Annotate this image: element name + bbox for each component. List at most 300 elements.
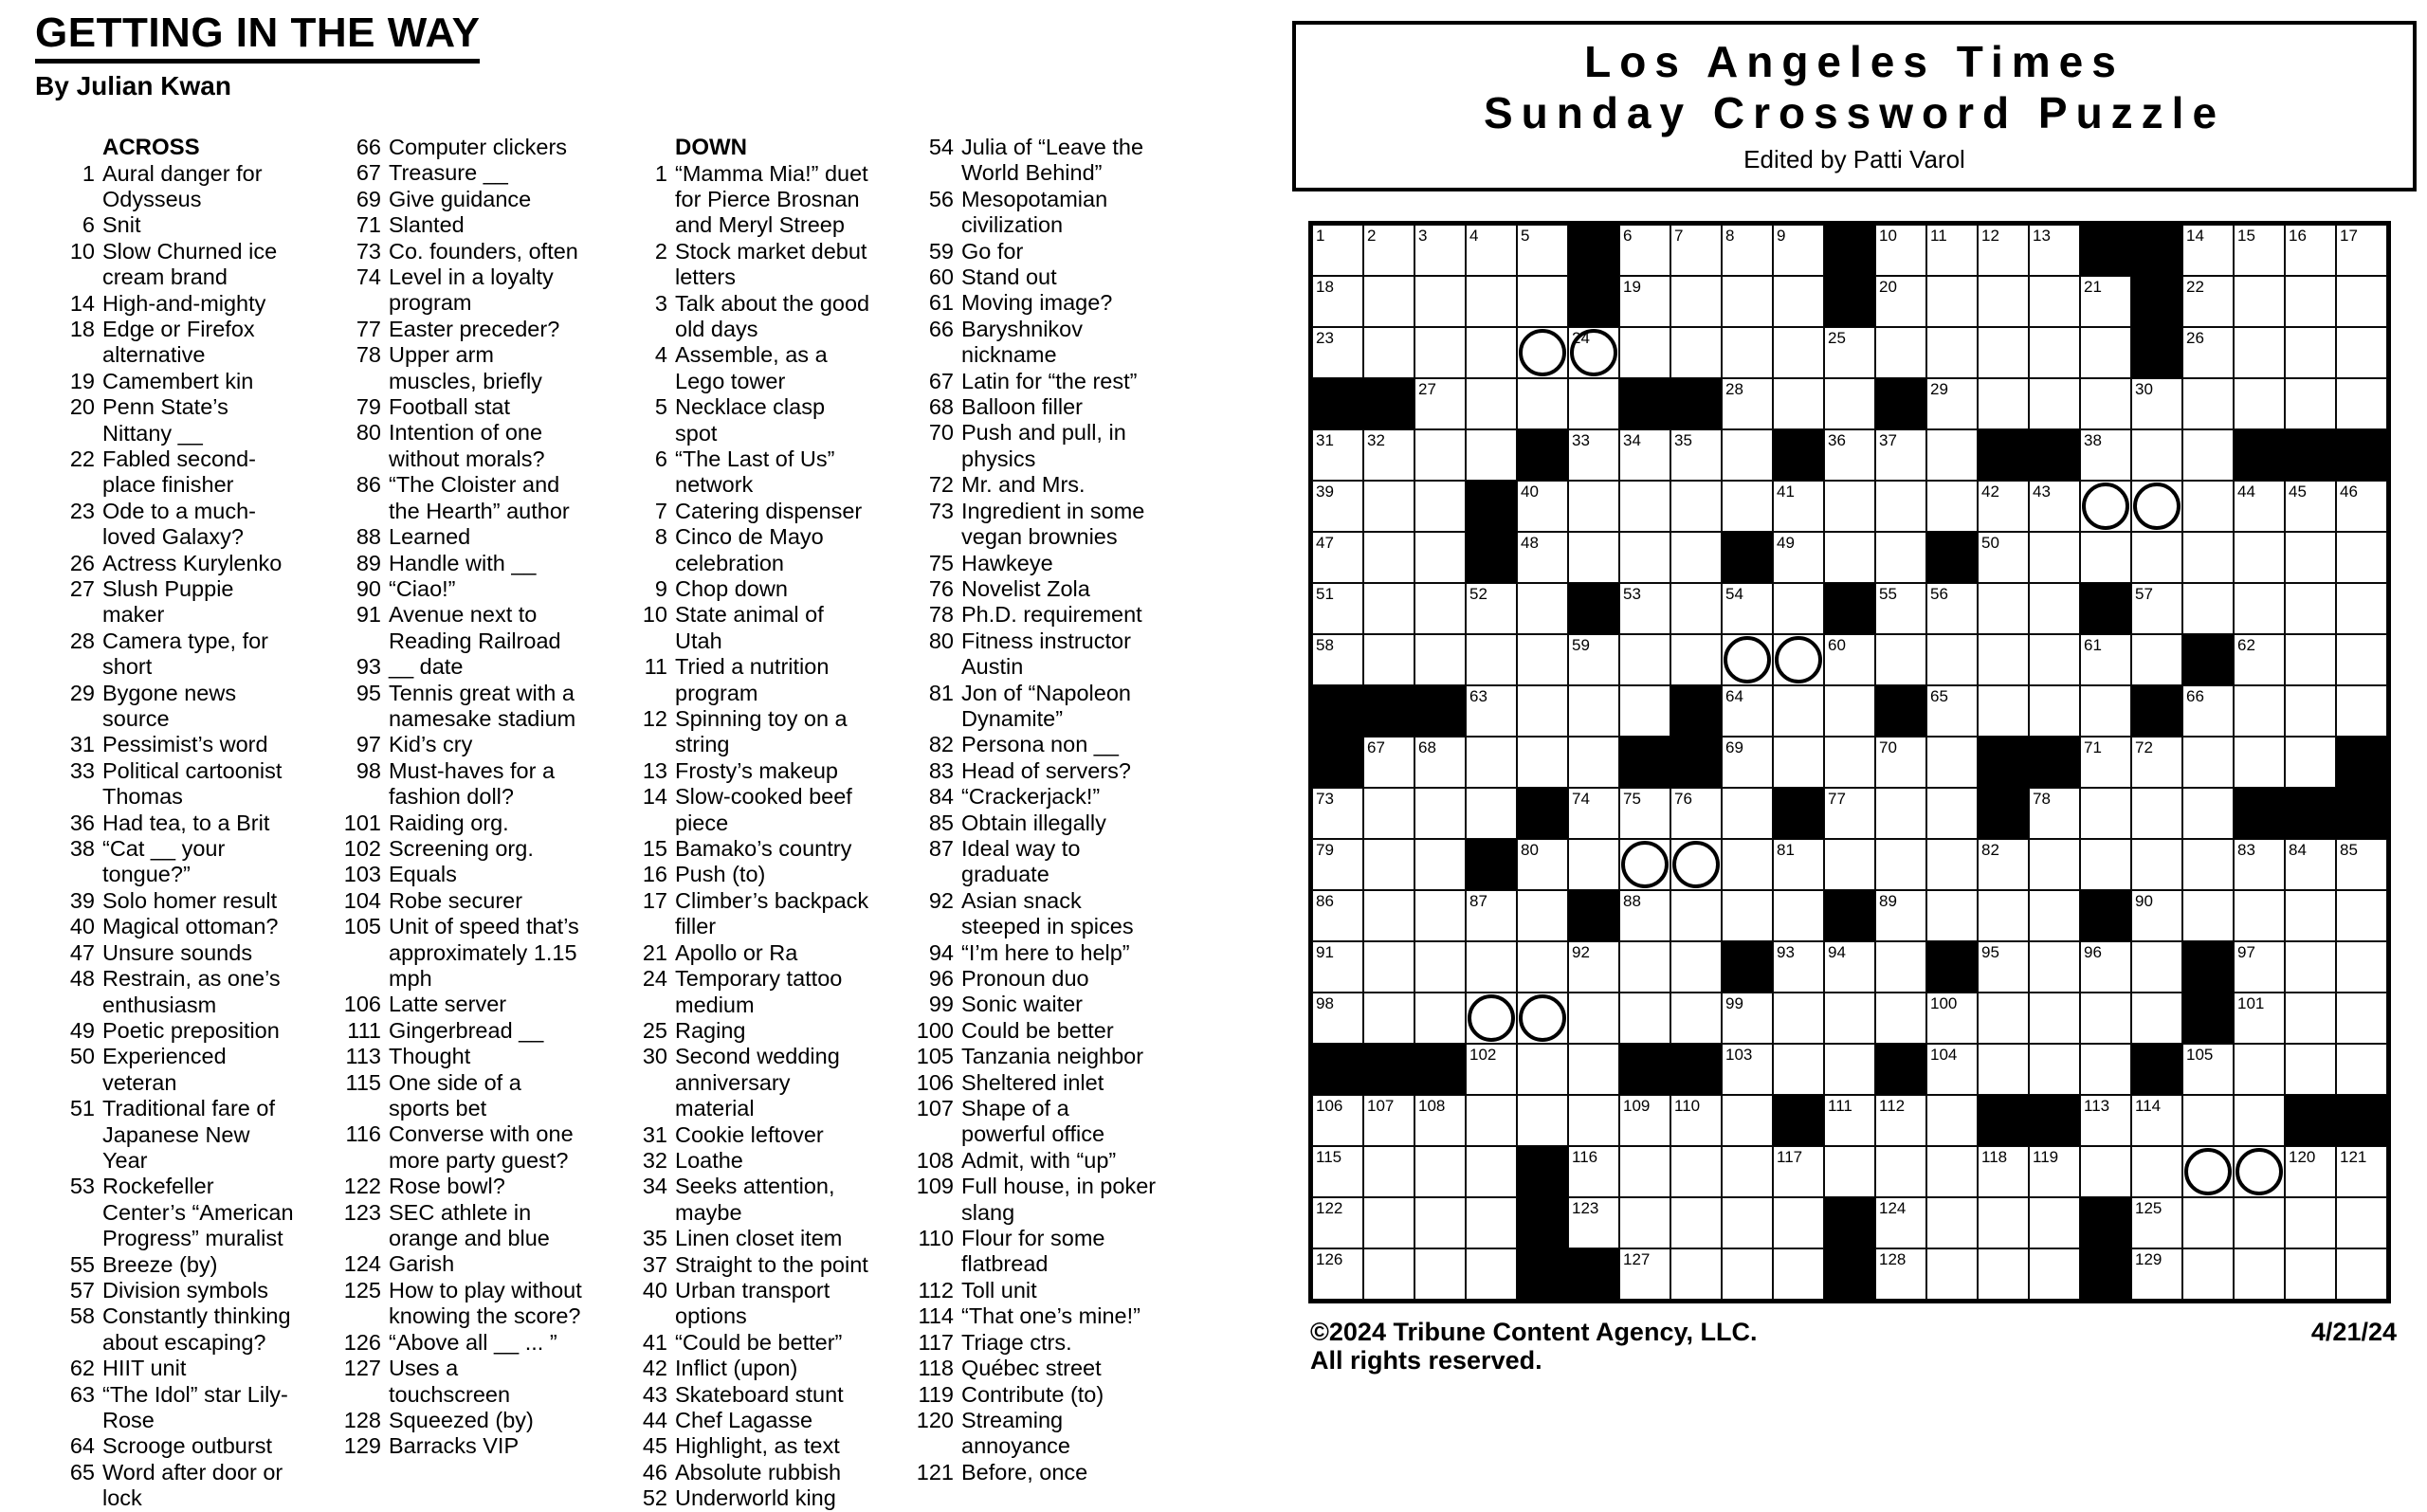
grid-cell[interactable] bbox=[1670, 1197, 1722, 1248]
grid-cell[interactable] bbox=[1517, 378, 1568, 429]
grid-cell[interactable] bbox=[1773, 737, 1824, 788]
grid-cell[interactable] bbox=[1466, 327, 1517, 378]
grid-cell[interactable] bbox=[1466, 1146, 1517, 1197]
grid-cell[interactable] bbox=[1363, 839, 1414, 890]
grid-cell[interactable] bbox=[2131, 1146, 2182, 1197]
grid-cell[interactable] bbox=[1414, 993, 1466, 1044]
grid-cell[interactable] bbox=[1824, 788, 1875, 839]
grid-cell[interactable] bbox=[1773, 481, 1824, 532]
grid-cell[interactable] bbox=[1824, 532, 1875, 583]
grid-cell[interactable] bbox=[1619, 276, 1670, 327]
grid-cell[interactable] bbox=[1926, 890, 1978, 941]
grid-cell[interactable] bbox=[1312, 1146, 1363, 1197]
grid-cell[interactable] bbox=[2285, 1044, 2336, 1095]
grid-cell[interactable] bbox=[1926, 327, 1978, 378]
grid-cell[interactable] bbox=[2336, 993, 2387, 1044]
grid-cell[interactable] bbox=[2234, 890, 2285, 941]
grid-cell[interactable] bbox=[2182, 1044, 2234, 1095]
grid-cell[interactable] bbox=[1670, 481, 1722, 532]
grid-cell[interactable] bbox=[1875, 481, 1926, 532]
grid-cell[interactable] bbox=[1670, 634, 1722, 685]
grid-cell[interactable] bbox=[2029, 378, 2080, 429]
grid-cell[interactable] bbox=[1619, 327, 1670, 378]
grid-cell[interactable] bbox=[1824, 685, 1875, 737]
grid-cell[interactable] bbox=[1466, 429, 1517, 481]
grid-cell[interactable] bbox=[1517, 839, 1568, 890]
grid-cell[interactable] bbox=[1722, 429, 1773, 481]
grid-cell[interactable] bbox=[1568, 685, 1619, 737]
grid-cell[interactable] bbox=[1722, 737, 1773, 788]
grid-cell[interactable] bbox=[1363, 1248, 1414, 1300]
grid-cell[interactable] bbox=[2029, 890, 2080, 941]
grid-cell[interactable] bbox=[2234, 685, 2285, 737]
grid-cell[interactable] bbox=[1363, 737, 1414, 788]
grid-cell[interactable] bbox=[1414, 1248, 1466, 1300]
grid-cell[interactable] bbox=[2285, 634, 2336, 685]
grid-cell[interactable] bbox=[1466, 583, 1517, 634]
grid-cell[interactable] bbox=[1926, 481, 1978, 532]
grid-cell[interactable] bbox=[1978, 941, 2029, 993]
grid-cell[interactable] bbox=[2285, 737, 2336, 788]
grid-cell[interactable] bbox=[1517, 276, 1568, 327]
grid-cell[interactable] bbox=[2336, 1044, 2387, 1095]
grid-cell[interactable] bbox=[2234, 481, 2285, 532]
grid-cell[interactable] bbox=[1414, 225, 1466, 276]
grid-cell[interactable] bbox=[1978, 583, 2029, 634]
grid-cell[interactable] bbox=[2234, 941, 2285, 993]
grid-cell[interactable] bbox=[1824, 378, 1875, 429]
grid-cell[interactable] bbox=[2182, 481, 2234, 532]
grid-cell[interactable] bbox=[1312, 941, 1363, 993]
grid-cell[interactable] bbox=[1978, 327, 2029, 378]
grid-cell[interactable] bbox=[1926, 225, 1978, 276]
grid-cell[interactable] bbox=[1824, 941, 1875, 993]
grid-cell[interactable] bbox=[1414, 378, 1466, 429]
grid-cell[interactable] bbox=[1722, 1044, 1773, 1095]
grid-cell[interactable] bbox=[1568, 634, 1619, 685]
grid-cell[interactable] bbox=[2336, 378, 2387, 429]
grid-cell[interactable] bbox=[2285, 276, 2336, 327]
grid-cell[interactable] bbox=[2182, 378, 2234, 429]
grid-cell[interactable] bbox=[1312, 1248, 1363, 1300]
grid-cell[interactable] bbox=[2336, 225, 2387, 276]
grid-cell[interactable] bbox=[1619, 481, 1670, 532]
grid-cell[interactable] bbox=[2131, 1095, 2182, 1146]
grid-cell[interactable] bbox=[1517, 737, 1568, 788]
grid-cell[interactable] bbox=[2285, 583, 2336, 634]
grid-cell[interactable] bbox=[1926, 634, 1978, 685]
grid-cell[interactable] bbox=[1722, 685, 1773, 737]
grid-cell[interactable] bbox=[1312, 429, 1363, 481]
grid-cell[interactable] bbox=[1414, 634, 1466, 685]
grid-cell[interactable] bbox=[1722, 481, 1773, 532]
grid-cell[interactable] bbox=[1926, 993, 1978, 1044]
grid-cell[interactable] bbox=[1773, 890, 1824, 941]
grid-cell[interactable] bbox=[1722, 276, 1773, 327]
grid-cell[interactable] bbox=[1926, 429, 1978, 481]
grid-cell[interactable] bbox=[1670, 1095, 1722, 1146]
grid-cell[interactable] bbox=[1875, 276, 1926, 327]
grid-cell[interactable] bbox=[2029, 788, 2080, 839]
grid-cell[interactable] bbox=[2131, 890, 2182, 941]
grid-cell[interactable] bbox=[2336, 1248, 2387, 1300]
grid-cell[interactable] bbox=[2029, 941, 2080, 993]
grid-cell[interactable] bbox=[2336, 1146, 2387, 1197]
grid-cell[interactable] bbox=[1568, 993, 1619, 1044]
grid-cell[interactable] bbox=[2029, 685, 2080, 737]
grid-cell[interactable] bbox=[1466, 890, 1517, 941]
grid-cell[interactable] bbox=[2285, 378, 2336, 429]
grid-cell[interactable] bbox=[1619, 532, 1670, 583]
grid-cell[interactable] bbox=[2029, 839, 2080, 890]
grid-cell[interactable] bbox=[1568, 1044, 1619, 1095]
grid-cell[interactable] bbox=[2234, 532, 2285, 583]
grid-cell[interactable] bbox=[2080, 429, 2131, 481]
grid-cell[interactable] bbox=[1363, 532, 1414, 583]
grid-cell[interactable] bbox=[2285, 1197, 2336, 1248]
grid-cell[interactable] bbox=[1363, 993, 1414, 1044]
grid-cell[interactable] bbox=[2336, 890, 2387, 941]
grid-cell[interactable] bbox=[2234, 327, 2285, 378]
grid-cell[interactable] bbox=[2182, 1197, 2234, 1248]
grid-cell[interactable] bbox=[1722, 839, 1773, 890]
grid-cell[interactable] bbox=[2234, 993, 2285, 1044]
grid-cell[interactable] bbox=[2182, 890, 2234, 941]
grid-cell[interactable] bbox=[1978, 276, 2029, 327]
grid-cell[interactable] bbox=[2285, 481, 2336, 532]
grid-cell[interactable] bbox=[2080, 685, 2131, 737]
grid-cell[interactable] bbox=[1312, 276, 1363, 327]
grid-cell[interactable] bbox=[2080, 788, 2131, 839]
grid-cell[interactable] bbox=[2336, 634, 2387, 685]
grid-cell[interactable] bbox=[1619, 890, 1670, 941]
grid-cell[interactable] bbox=[2029, 532, 2080, 583]
grid-cell[interactable] bbox=[2285, 1146, 2336, 1197]
grid-cell[interactable] bbox=[1875, 532, 1926, 583]
grid-cell[interactable] bbox=[1363, 941, 1414, 993]
grid-cell[interactable] bbox=[2131, 378, 2182, 429]
grid-cell[interactable] bbox=[2029, 583, 2080, 634]
grid-cell[interactable] bbox=[1466, 788, 1517, 839]
grid-cell[interactable] bbox=[1722, 634, 1773, 685]
grid-cell[interactable] bbox=[1517, 634, 1568, 685]
grid-cell[interactable] bbox=[1722, 583, 1773, 634]
grid-cell[interactable] bbox=[1926, 1248, 1978, 1300]
grid-cell[interactable] bbox=[2131, 941, 2182, 993]
grid-cell[interactable] bbox=[2336, 685, 2387, 737]
grid-cell[interactable] bbox=[1619, 839, 1670, 890]
grid-cell[interactable] bbox=[1619, 685, 1670, 737]
grid-cell[interactable] bbox=[1517, 685, 1568, 737]
grid-cell[interactable] bbox=[1619, 1248, 1670, 1300]
grid-cell[interactable] bbox=[1875, 583, 1926, 634]
grid-cell[interactable] bbox=[1926, 839, 1978, 890]
grid-cell[interactable] bbox=[1312, 225, 1363, 276]
grid-cell[interactable] bbox=[1517, 583, 1568, 634]
grid-cell[interactable] bbox=[1722, 890, 1773, 941]
grid-cell[interactable] bbox=[1312, 788, 1363, 839]
grid-cell[interactable] bbox=[1773, 685, 1824, 737]
grid-cell[interactable] bbox=[1926, 276, 1978, 327]
grid-cell[interactable] bbox=[2182, 583, 2234, 634]
grid-cell[interactable] bbox=[2182, 1095, 2234, 1146]
grid-cell[interactable] bbox=[1517, 993, 1568, 1044]
grid-cell[interactable] bbox=[1773, 327, 1824, 378]
grid-cell[interactable] bbox=[1363, 583, 1414, 634]
grid-cell[interactable] bbox=[1875, 634, 1926, 685]
grid-cell[interactable] bbox=[2234, 634, 2285, 685]
grid-cell[interactable] bbox=[2234, 225, 2285, 276]
grid-cell[interactable] bbox=[2029, 993, 2080, 1044]
grid-cell[interactable] bbox=[2234, 1095, 2285, 1146]
grid-cell[interactable] bbox=[1978, 378, 2029, 429]
grid-cell[interactable] bbox=[1363, 788, 1414, 839]
grid-cell[interactable] bbox=[1722, 993, 1773, 1044]
grid-cell[interactable] bbox=[2080, 276, 2131, 327]
grid-cell[interactable] bbox=[1414, 532, 1466, 583]
grid-cell[interactable] bbox=[2336, 327, 2387, 378]
grid-cell[interactable] bbox=[1312, 839, 1363, 890]
grid-cell[interactable] bbox=[2285, 890, 2336, 941]
grid-cell[interactable] bbox=[2029, 1044, 2080, 1095]
grid-cell[interactable] bbox=[1670, 788, 1722, 839]
grid-cell[interactable] bbox=[1670, 225, 1722, 276]
grid-cell[interactable] bbox=[1875, 1197, 1926, 1248]
grid-cell[interactable] bbox=[1619, 225, 1670, 276]
grid-cell[interactable] bbox=[2080, 737, 2131, 788]
grid-cell[interactable] bbox=[1466, 276, 1517, 327]
grid-cell[interactable] bbox=[2080, 993, 2131, 1044]
grid-cell[interactable] bbox=[1568, 532, 1619, 583]
grid-cell[interactable] bbox=[1517, 327, 1568, 378]
grid-cell[interactable] bbox=[1619, 1095, 1670, 1146]
grid-cell[interactable] bbox=[1363, 276, 1414, 327]
grid-cell[interactable] bbox=[1824, 481, 1875, 532]
grid-cell[interactable] bbox=[2131, 1197, 2182, 1248]
grid-cell[interactable] bbox=[1312, 1095, 1363, 1146]
grid-cell[interactable] bbox=[1670, 276, 1722, 327]
grid-cell[interactable] bbox=[1568, 788, 1619, 839]
grid-cell[interactable] bbox=[1773, 1146, 1824, 1197]
grid-cell[interactable] bbox=[2182, 327, 2234, 378]
grid-cell[interactable] bbox=[1517, 941, 1568, 993]
grid-cell[interactable] bbox=[2029, 1248, 2080, 1300]
grid-cell[interactable] bbox=[1517, 890, 1568, 941]
grid-cell[interactable] bbox=[1517, 1095, 1568, 1146]
grid-cell[interactable] bbox=[1363, 1146, 1414, 1197]
grid-cell[interactable] bbox=[1670, 839, 1722, 890]
grid-cell[interactable] bbox=[2234, 1044, 2285, 1095]
grid-cell[interactable] bbox=[1722, 225, 1773, 276]
grid-cell[interactable] bbox=[1466, 1044, 1517, 1095]
grid-cell[interactable] bbox=[1875, 890, 1926, 941]
grid-cell[interactable] bbox=[1414, 276, 1466, 327]
grid-cell[interactable] bbox=[1517, 225, 1568, 276]
grid-cell[interactable] bbox=[1466, 225, 1517, 276]
grid-cell[interactable] bbox=[2285, 839, 2336, 890]
grid-cell[interactable] bbox=[1722, 1095, 1773, 1146]
grid-cell[interactable] bbox=[1978, 1146, 2029, 1197]
grid-cell[interactable] bbox=[1312, 634, 1363, 685]
grid-cell[interactable] bbox=[1312, 1197, 1363, 1248]
grid-cell[interactable] bbox=[2131, 993, 2182, 1044]
grid-cell[interactable] bbox=[1875, 225, 1926, 276]
grid-cell[interactable] bbox=[2285, 993, 2336, 1044]
grid-cell[interactable] bbox=[1773, 225, 1824, 276]
grid-cell[interactable] bbox=[2182, 429, 2234, 481]
grid-cell[interactable] bbox=[1978, 1197, 2029, 1248]
grid-cell[interactable] bbox=[1978, 532, 2029, 583]
grid-cell[interactable] bbox=[1568, 429, 1619, 481]
grid-cell[interactable] bbox=[1568, 737, 1619, 788]
grid-cell[interactable] bbox=[1722, 1146, 1773, 1197]
grid-cell[interactable] bbox=[1824, 1044, 1875, 1095]
grid-cell[interactable] bbox=[1466, 1197, 1517, 1248]
grid-cell[interactable] bbox=[2285, 532, 2336, 583]
grid-cell[interactable] bbox=[1824, 327, 1875, 378]
grid-cell[interactable] bbox=[1619, 1197, 1670, 1248]
grid-cell[interactable] bbox=[1875, 1146, 1926, 1197]
grid-cell[interactable] bbox=[1466, 941, 1517, 993]
grid-cell[interactable] bbox=[2336, 276, 2387, 327]
grid-cell[interactable] bbox=[1875, 327, 1926, 378]
grid-cell[interactable] bbox=[1363, 225, 1414, 276]
grid-cell[interactable] bbox=[1773, 941, 1824, 993]
grid-cell[interactable] bbox=[1670, 1248, 1722, 1300]
grid-cell[interactable] bbox=[1978, 839, 2029, 890]
grid-cell[interactable] bbox=[2234, 1248, 2285, 1300]
grid-cell[interactable] bbox=[1568, 839, 1619, 890]
grid-cell[interactable] bbox=[1466, 1095, 1517, 1146]
grid-cell[interactable] bbox=[1363, 890, 1414, 941]
grid-cell[interactable] bbox=[1619, 429, 1670, 481]
grid-cell[interactable] bbox=[1363, 327, 1414, 378]
grid-cell[interactable] bbox=[1722, 1248, 1773, 1300]
grid-cell[interactable] bbox=[1978, 225, 2029, 276]
grid-cell[interactable] bbox=[1926, 737, 1978, 788]
grid-cell[interactable] bbox=[1414, 941, 1466, 993]
grid-cell[interactable] bbox=[1466, 993, 1517, 1044]
grid-cell[interactable] bbox=[1875, 429, 1926, 481]
grid-cell[interactable] bbox=[2336, 583, 2387, 634]
grid-cell[interactable] bbox=[2131, 481, 2182, 532]
grid-cell[interactable] bbox=[1619, 941, 1670, 993]
grid-cell[interactable] bbox=[2182, 1248, 2234, 1300]
grid-cell[interactable] bbox=[1414, 788, 1466, 839]
grid-cell[interactable] bbox=[1619, 788, 1670, 839]
grid-cell[interactable] bbox=[1773, 839, 1824, 890]
grid-cell[interactable] bbox=[1926, 1197, 1978, 1248]
grid-cell[interactable] bbox=[2285, 941, 2336, 993]
grid-cell[interactable] bbox=[2080, 378, 2131, 429]
grid-cell[interactable] bbox=[1568, 1197, 1619, 1248]
grid-cell[interactable] bbox=[1414, 429, 1466, 481]
grid-cell[interactable] bbox=[1619, 1146, 1670, 1197]
grid-cell[interactable] bbox=[1414, 1146, 1466, 1197]
grid-cell[interactable] bbox=[2336, 941, 2387, 993]
grid-cell[interactable] bbox=[1414, 481, 1466, 532]
grid-cell[interactable] bbox=[1568, 481, 1619, 532]
grid-cell[interactable] bbox=[1875, 788, 1926, 839]
grid-cell[interactable] bbox=[1670, 327, 1722, 378]
grid-cell[interactable] bbox=[2182, 839, 2234, 890]
grid-cell[interactable] bbox=[2182, 788, 2234, 839]
grid-cell[interactable] bbox=[2182, 1146, 2234, 1197]
grid-cell[interactable] bbox=[1312, 481, 1363, 532]
grid-cell[interactable] bbox=[2336, 481, 2387, 532]
grid-cell[interactable] bbox=[2336, 839, 2387, 890]
grid-cell[interactable] bbox=[2131, 634, 2182, 685]
grid-cell[interactable] bbox=[1722, 378, 1773, 429]
grid-cell[interactable] bbox=[2131, 429, 2182, 481]
grid-cell[interactable] bbox=[1978, 685, 2029, 737]
grid-cell[interactable] bbox=[1363, 634, 1414, 685]
grid-cell[interactable] bbox=[2131, 532, 2182, 583]
grid-cell[interactable] bbox=[2336, 532, 2387, 583]
grid-cell[interactable] bbox=[1414, 1095, 1466, 1146]
grid-cell[interactable] bbox=[1568, 378, 1619, 429]
grid-cell[interactable] bbox=[2182, 737, 2234, 788]
grid-cell[interactable] bbox=[2080, 532, 2131, 583]
grid-cell[interactable] bbox=[2029, 634, 2080, 685]
grid-cell[interactable] bbox=[2234, 839, 2285, 890]
grid-cell[interactable] bbox=[2285, 1248, 2336, 1300]
grid-cell[interactable] bbox=[1824, 737, 1875, 788]
grid-cell[interactable] bbox=[1824, 634, 1875, 685]
grid-cell[interactable] bbox=[2234, 378, 2285, 429]
grid-cell[interactable] bbox=[1414, 1197, 1466, 1248]
grid-cell[interactable] bbox=[1363, 481, 1414, 532]
grid-cell[interactable] bbox=[2131, 737, 2182, 788]
grid-cell[interactable] bbox=[1414, 890, 1466, 941]
grid-cell[interactable] bbox=[1466, 737, 1517, 788]
grid-cell[interactable] bbox=[2080, 634, 2131, 685]
grid-cell[interactable] bbox=[1312, 583, 1363, 634]
grid-cell[interactable] bbox=[1875, 1095, 1926, 1146]
grid-cell[interactable] bbox=[1363, 1095, 1414, 1146]
grid-cell[interactable] bbox=[1414, 327, 1466, 378]
grid-cell[interactable] bbox=[1875, 839, 1926, 890]
grid-cell[interactable] bbox=[1670, 1146, 1722, 1197]
grid-cell[interactable] bbox=[2285, 327, 2336, 378]
grid-cell[interactable] bbox=[2131, 583, 2182, 634]
grid-cell[interactable] bbox=[1363, 429, 1414, 481]
grid-cell[interactable] bbox=[1773, 634, 1824, 685]
grid-cell[interactable] bbox=[2029, 1146, 2080, 1197]
grid-cell[interactable] bbox=[1978, 993, 2029, 1044]
grid-cell[interactable] bbox=[1824, 1146, 1875, 1197]
grid-cell[interactable] bbox=[1824, 839, 1875, 890]
grid-cell[interactable] bbox=[2080, 941, 2131, 993]
grid-cell[interactable] bbox=[1670, 890, 1722, 941]
grid-cell[interactable] bbox=[1568, 1095, 1619, 1146]
grid-cell[interactable] bbox=[1824, 429, 1875, 481]
grid-cell[interactable] bbox=[1312, 327, 1363, 378]
grid-cell[interactable] bbox=[1363, 1197, 1414, 1248]
grid-cell[interactable] bbox=[1773, 1044, 1824, 1095]
grid-cell[interactable] bbox=[2080, 1044, 2131, 1095]
grid-cell[interactable] bbox=[2029, 327, 2080, 378]
grid-cell[interactable] bbox=[1517, 532, 1568, 583]
grid-cell[interactable] bbox=[1670, 583, 1722, 634]
grid-cell[interactable] bbox=[1926, 583, 1978, 634]
grid-cell[interactable] bbox=[2182, 276, 2234, 327]
grid-cell[interactable] bbox=[1517, 1044, 1568, 1095]
grid-cell[interactable] bbox=[1568, 941, 1619, 993]
grid-cell[interactable] bbox=[1926, 1146, 1978, 1197]
grid-cell[interactable] bbox=[1722, 788, 1773, 839]
grid-cell[interactable] bbox=[2285, 685, 2336, 737]
